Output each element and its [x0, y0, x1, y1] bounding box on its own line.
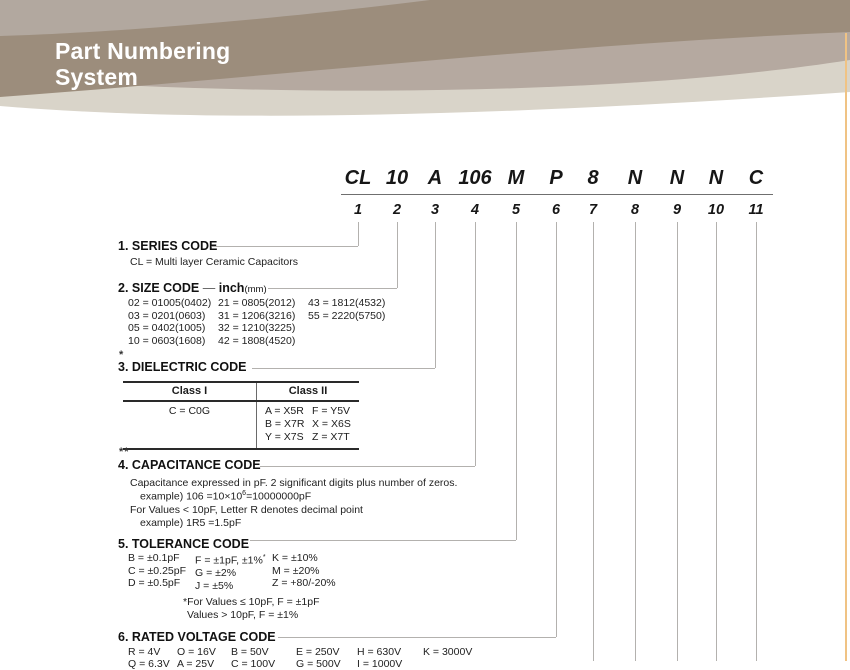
voltage-code-row-clipped: [128, 658, 402, 670]
size-code-item: 21 = 0805(2012): [218, 297, 296, 309]
page-title-line1: Part Numbering: [55, 38, 231, 64]
dielectric-row: [265, 405, 359, 418]
capacitance-line2: For Values < 10pF, Letter R denotes decimal point: [130, 504, 363, 516]
size-code-item: 02 = 01005(0402): [128, 297, 212, 309]
pn-segment-1: CL: [344, 167, 372, 189]
size-code-item: 31 = 1206(3216): [218, 309, 296, 322]
connector-vline-9: [677, 222, 678, 661]
dielectric-class1-header: Class I: [171, 385, 208, 397]
size-title-separator: —: [202, 281, 216, 295]
section-size-title: [118, 281, 267, 295]
dielectric-table-body: [123, 402, 359, 448]
tolerance-code-list: [128, 552, 336, 592]
page-edge-accent-line: [845, 33, 847, 661]
pn-segment-2: 10: [385, 167, 409, 189]
pn-position-1: 1: [353, 202, 363, 218]
connector-hline-4: [260, 466, 475, 467]
voltage-item: I = 1000V: [357, 658, 403, 670]
size-code-item: 42 = 1808(4520): [218, 334, 296, 347]
capacitance-line1: Capacitance expressed in pF. 2 significant digits plus number of zeros.: [130, 477, 458, 489]
capacitance-example2: example) 1R5 =1.5pF: [140, 517, 242, 529]
tolerance-item: J = ±5%: [195, 579, 234, 592]
connector-hline-3: [252, 368, 435, 369]
pn-position-7: 7: [588, 202, 598, 218]
connector-vline-5: [516, 222, 517, 540]
pn-segment-10: N: [708, 167, 724, 189]
pn-underline: [341, 194, 773, 195]
dielectric-entry: B = X7R: [265, 418, 305, 430]
tolerance-item: G = ±2%: [195, 567, 237, 580]
voltage-item: O = 16V: [177, 646, 216, 658]
pn-position-6: 6: [551, 202, 561, 218]
voltage-item: H = 630V: [357, 646, 402, 658]
pn-position-2: 2: [392, 202, 402, 218]
page-header-banner: [0, 0, 850, 130]
voltage-item: G = 500V: [296, 658, 341, 670]
dielectric-entry: F = Y5V: [312, 405, 351, 417]
dielectric-entry: X = X6S: [312, 418, 351, 430]
dielectric-class2-header: Class II: [256, 383, 359, 400]
connector-hline-1: [212, 246, 358, 247]
section-tolerance-title: 5. TOLERANCE CODE: [118, 537, 250, 551]
capacitance-example1-post: =10000000pF: [246, 490, 312, 503]
tolerance-item-f-footnote-marker: *: [262, 554, 266, 561]
size-code-item: 05 = 0402(1005): [128, 322, 206, 335]
size-code-item: 03 = 0201(0603): [128, 309, 206, 322]
dielectric-footnote-marker: *: [119, 349, 125, 361]
pn-position-3: 3: [430, 202, 440, 218]
section-series-title: 1. SERIES CODE: [118, 239, 218, 253]
pn-segment-5: M: [507, 167, 525, 189]
section-voltage-title: 6. RATED VOLTAGE CODE: [118, 630, 276, 644]
connector-hline-5: [250, 540, 516, 541]
section-dielectric-title: 3. DIELECTRIC CODE: [118, 360, 247, 374]
connector-vline-4: [475, 222, 476, 466]
connector-vline-11: [756, 222, 757, 661]
dielectric-class1-value: C = C0G: [168, 405, 211, 417]
voltage-item: B = 50V: [231, 646, 269, 658]
connector-hline-6: [278, 637, 556, 638]
dielectric-table-header: [123, 383, 359, 402]
series-note: CL = Multi layer Ceramic Capacitors: [130, 256, 298, 268]
page-title: [55, 38, 230, 90]
tolerance-footnote-2: Values > 10pF, F = ±1%: [187, 609, 299, 621]
capacitance-example1-exponent: 6: [242, 490, 247, 497]
connector-vline-8: [635, 222, 636, 661]
pn-segment-6: P: [549, 167, 563, 189]
size-code-column-1: [128, 297, 218, 347]
capacitance-example1: [140, 490, 311, 503]
pn-segment-9: N: [669, 167, 685, 189]
tolerance-item: [195, 552, 272, 567]
voltage-item: E = 250V: [296, 646, 340, 658]
size-code-item: 10 = 0603(1608): [128, 334, 206, 347]
size-title-text: 2. SIZE CODE: [118, 281, 200, 295]
connector-vline-10: [716, 222, 717, 661]
pn-position-8: 8: [630, 202, 640, 218]
size-code-item: 32 = 1210(3225): [218, 322, 296, 335]
page-title-line2: System: [55, 64, 139, 90]
tolerance-item: M = ±20%: [272, 564, 320, 577]
pn-position-11: 11: [748, 202, 764, 218]
dielectric-entry: Y = X7S: [265, 431, 304, 443]
size-code-item: 43 = 1812(4532): [308, 297, 386, 309]
tolerance-column-3: [272, 552, 336, 592]
section-capacitance-title: 4. CAPACITANCE CODE: [118, 458, 261, 472]
size-unit-label: inch: [218, 281, 245, 295]
dielectric-row: [265, 431, 359, 444]
voltage-code-row: [128, 646, 472, 658]
dielectric-entry: Z = X7T: [312, 431, 350, 443]
pn-position-10: 10: [707, 202, 725, 218]
pn-position-9: 9: [672, 202, 682, 218]
pn-segment-4: 106: [458, 167, 492, 189]
pn-segment-8: N: [627, 167, 643, 189]
tolerance-item: D = ±0.5pF: [128, 577, 181, 590]
tolerance-footnote-1: *For Values ≤ 10pF, F = ±1pF: [183, 596, 320, 608]
capacitance-footnote-marker: **: [119, 446, 130, 458]
size-unit-suffix: (mm): [244, 284, 267, 295]
tolerance-column-2: [195, 552, 272, 592]
connector-vline-1: [358, 222, 359, 246]
voltage-item: K = 3000V: [423, 646, 473, 658]
size-code-column-2: [218, 297, 308, 347]
tolerance-item: K = ±10%: [272, 552, 318, 564]
pn-position-5: 5: [511, 202, 521, 218]
dielectric-table: [123, 381, 359, 450]
dielectric-entry: A = X5R: [265, 405, 304, 417]
size-code-list: [128, 297, 385, 347]
dielectric-row: [265, 418, 359, 431]
size-code-item: 55 = 2220(5750): [308, 309, 386, 322]
voltage-item: Q = 6.3V: [128, 658, 170, 670]
voltage-item: R = 4V: [128, 646, 161, 658]
pn-segment-3: A: [427, 167, 443, 189]
tolerance-item: C = ±0.25pF: [128, 564, 187, 577]
connector-hline-2: [268, 288, 397, 289]
connector-vline-3: [435, 222, 436, 368]
dielectric-class2-values: [256, 402, 359, 448]
connector-vline-6: [556, 222, 557, 637]
tolerance-item: B = ±0.1pF: [128, 552, 180, 564]
pn-position-4: 4: [470, 202, 480, 218]
tolerance-item: Z = +80/-20%: [272, 577, 336, 590]
size-code-column-3: [308, 297, 385, 347]
voltage-item: A = 25V: [177, 658, 215, 670]
pn-segment-11: C: [748, 167, 764, 189]
tolerance-item-f: F = ±1pF, ±1%: [195, 554, 263, 567]
connector-vline-7: [593, 222, 594, 661]
voltage-item: C = 100V: [231, 658, 276, 670]
connector-vline-2: [397, 222, 398, 288]
tolerance-column-1: [128, 552, 195, 592]
capacitance-example1-pre: example) 106 =10×10: [140, 490, 243, 503]
pn-segment-7: 8: [587, 167, 599, 189]
